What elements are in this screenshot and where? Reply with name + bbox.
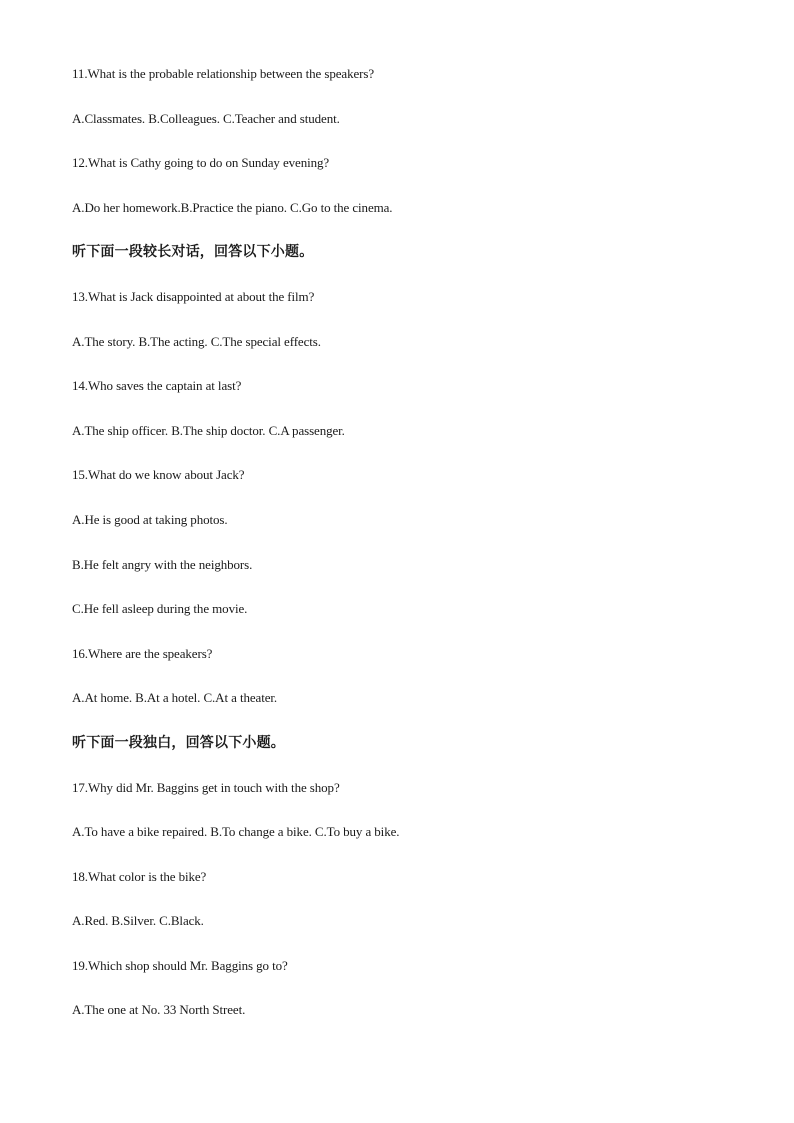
question-17: 17.Why did Mr. Baggins get in touch with the shop? bbox=[72, 779, 340, 795]
question-18-options: A.Red. B.Silver. C.Black. bbox=[72, 913, 204, 929]
question-13: 13.What is Jack disappointed at about the film? bbox=[72, 288, 315, 304]
question-16: 16.Where are the speakers? bbox=[72, 645, 213, 661]
question-15-option-c: C.He fell asleep during the movie. bbox=[72, 601, 248, 617]
question-12-options: A.Do her homework.B.Practice the piano. C.Go to the cinema. bbox=[72, 199, 393, 215]
question-18: 18.What color is the bike? bbox=[72, 868, 207, 884]
question-14: 14.Who saves the captain at last? bbox=[72, 378, 242, 394]
question-15-option-a: A.He is good at taking photos. bbox=[72, 511, 228, 527]
question-11-options: A.Classmates. B.Colleagues. C.Teacher and student. bbox=[72, 110, 340, 126]
question-15: 15.What do we know about Jack? bbox=[72, 467, 245, 483]
question-16-options: A.At home. B.At a hotel. C.At a theater. bbox=[72, 690, 278, 706]
question-13-options: A.The story. B.The acting. C.The special effects. bbox=[72, 333, 321, 349]
question-12: 12.What is Cathy going to do on Sunday evening? bbox=[72, 155, 330, 171]
section-heading-long-dialogue: 听下面一段较长对话，回答以下小题。 bbox=[72, 244, 314, 261]
question-19-option-a: A.The one at No. 33 North Street. bbox=[72, 1002, 246, 1018]
section-heading-monologue: 听下面一段独白，回答以下小题。 bbox=[72, 734, 285, 751]
question-15-option-b: B.He felt angry with the neighbors. bbox=[72, 556, 253, 572]
question-19: 19.Which shop should Mr. Baggins go to? bbox=[72, 957, 288, 973]
document-page bbox=[72, 64, 752, 1045]
question-14-options: A.The ship officer. B.The ship doctor. C.A passenger. bbox=[72, 422, 345, 438]
question-11: 11.What is the probable relationship between the speakers? bbox=[72, 66, 374, 81]
question-17-options: A.To have a bike repaired. B.To change a bike. C.To buy a bike. bbox=[72, 824, 400, 840]
